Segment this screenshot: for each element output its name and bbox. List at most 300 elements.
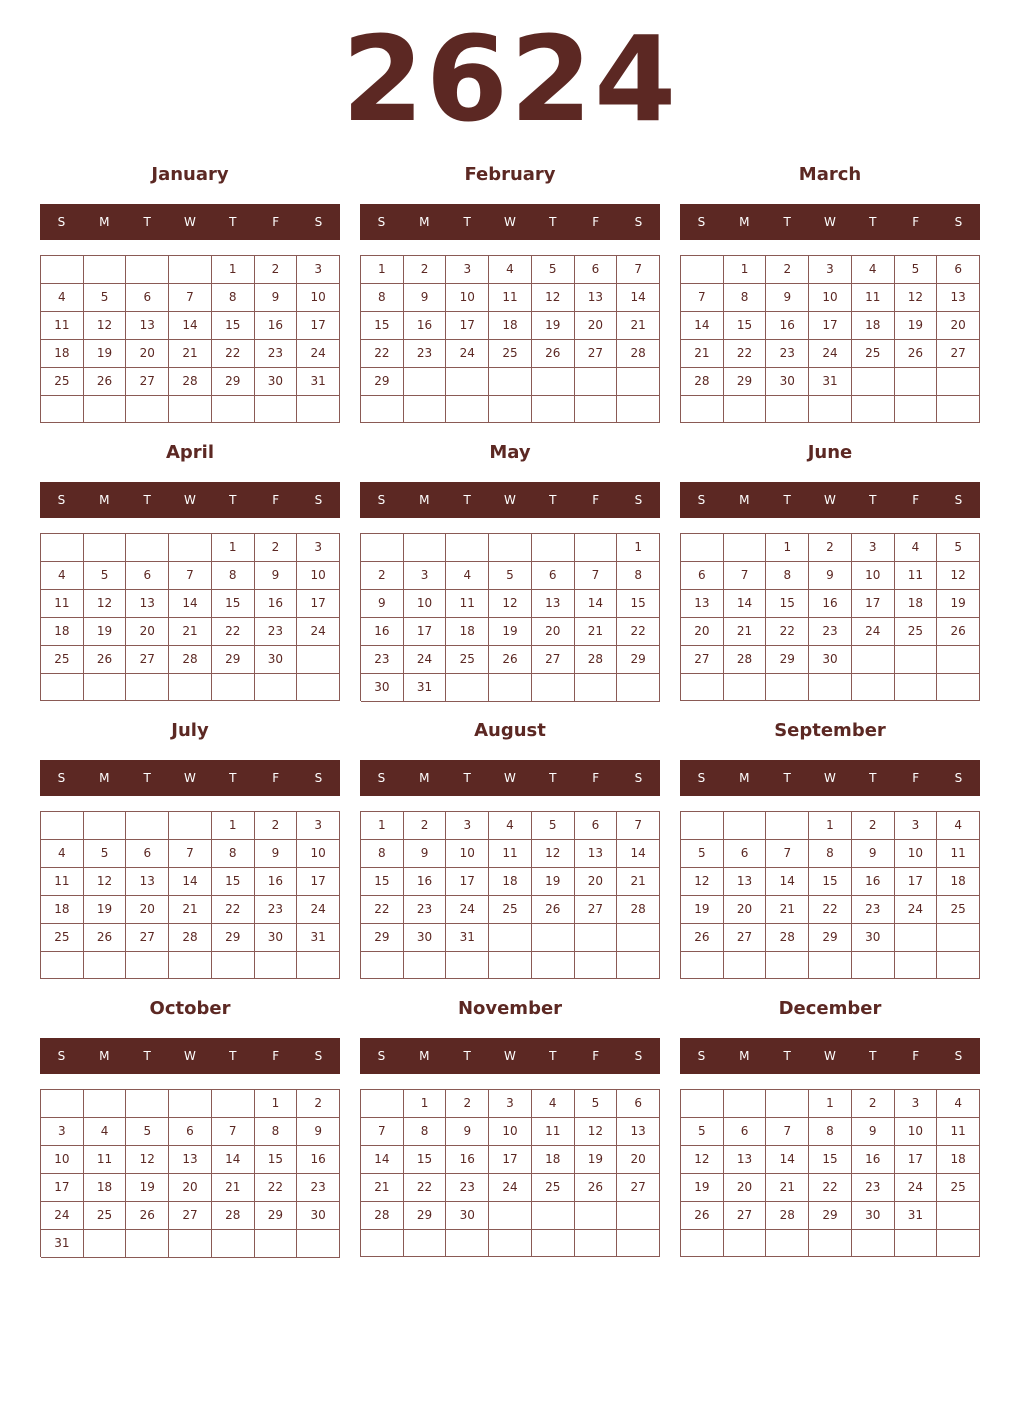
day-cell: 15	[809, 1146, 852, 1174]
day-cell: 4	[41, 562, 84, 590]
day-cell: 7	[766, 1118, 809, 1146]
day-cell: 29	[212, 646, 255, 674]
day-cell: 24	[297, 340, 340, 368]
month-name: April	[165, 442, 215, 463]
day-cell: 10	[852, 562, 895, 590]
day-cell: 6	[617, 1090, 660, 1118]
day-cell: 1	[809, 1090, 852, 1118]
day-cell: 6	[126, 840, 169, 868]
day-cell: 10	[404, 590, 447, 618]
day-cell: 4	[41, 840, 84, 868]
empty-cell	[297, 1230, 340, 1258]
day-grid	[40, 255, 340, 423]
weekday-label: F	[272, 215, 280, 229]
weekday-label: F	[912, 1049, 920, 1063]
empty-cell	[489, 1230, 532, 1257]
day-cell: 11	[532, 1118, 575, 1146]
empty-cell	[169, 256, 212, 284]
day-cell: 5	[532, 812, 575, 840]
empty-cell	[724, 952, 767, 979]
day-cell: 13	[937, 284, 980, 312]
empty-cell	[852, 674, 895, 701]
empty-cell	[575, 368, 618, 396]
day-cell: 25	[41, 646, 84, 674]
day-cell: 5	[84, 284, 127, 312]
weekday-label: M	[419, 1049, 430, 1063]
day-cell: 30	[852, 1202, 895, 1230]
day-grid	[360, 1089, 660, 1257]
empty-cell	[681, 1090, 724, 1118]
day-cell: 29	[361, 368, 404, 396]
weekday-label: S	[697, 771, 706, 785]
day-cell: 22	[617, 618, 660, 646]
day-cell: 19	[532, 868, 575, 896]
day-cell: 28	[766, 1202, 809, 1230]
day-cell: 12	[126, 1146, 169, 1174]
weekday-label: S	[57, 771, 66, 785]
day-cell: 28	[575, 646, 618, 674]
empty-cell	[575, 1202, 618, 1230]
day-cell: 2	[297, 1090, 340, 1118]
day-cell: 3	[41, 1118, 84, 1146]
day-cell: 1	[255, 1090, 298, 1118]
day-cell: 25	[489, 896, 532, 924]
weekday-header	[360, 1038, 660, 1074]
weekday-label: S	[697, 1049, 706, 1063]
empty-cell	[255, 1230, 298, 1258]
empty-cell	[361, 952, 404, 979]
day-cell: 23	[852, 896, 895, 924]
day-cell: 29	[809, 1202, 852, 1230]
empty-cell	[532, 924, 575, 952]
day-cell: 3	[852, 534, 895, 562]
day-cell: 7	[617, 812, 660, 840]
empty-cell	[681, 674, 724, 701]
day-cell: 13	[126, 590, 169, 618]
day-cell: 28	[724, 646, 767, 674]
day-cell: 29	[724, 368, 767, 396]
empty-cell	[41, 952, 84, 979]
day-cell: 8	[212, 840, 255, 868]
day-cell: 11	[41, 868, 84, 896]
empty-cell	[895, 646, 938, 674]
empty-cell	[126, 1090, 169, 1118]
weekday-header	[40, 1038, 340, 1074]
day-cell: 8	[809, 1118, 852, 1146]
day-cell: 23	[361, 646, 404, 674]
day-cell: 18	[84, 1174, 127, 1202]
day-cell: 26	[84, 924, 127, 952]
day-cell: 25	[937, 1174, 980, 1202]
day-cell: 28	[169, 646, 212, 674]
month-name: January	[151, 164, 229, 185]
day-cell: 31	[297, 368, 340, 396]
day-cell: 22	[361, 340, 404, 368]
day-cell: 8	[766, 562, 809, 590]
weekday-label: F	[592, 215, 600, 229]
weekday-label: S	[377, 493, 386, 507]
empty-cell	[361, 1230, 404, 1257]
day-cell: 8	[404, 1118, 447, 1146]
day-cell: 2	[255, 256, 298, 284]
weekday-label: F	[592, 1049, 600, 1063]
day-cell: 30	[446, 1202, 489, 1230]
empty-cell	[446, 534, 489, 562]
day-cell: 23	[446, 1174, 489, 1202]
day-cell: 17	[41, 1174, 84, 1202]
empty-cell	[361, 1090, 404, 1118]
day-cell: 1	[766, 534, 809, 562]
day-cell: 13	[575, 840, 618, 868]
weekday-label: F	[912, 215, 920, 229]
weekday-label: W	[504, 493, 516, 507]
day-cell: 21	[169, 896, 212, 924]
weekday-label: T	[229, 215, 237, 229]
day-cell: 15	[809, 868, 852, 896]
day-cell: 9	[297, 1118, 340, 1146]
weekday-label: S	[314, 215, 323, 229]
day-cell: 2	[404, 256, 447, 284]
day-cell: 7	[169, 284, 212, 312]
empty-cell	[852, 646, 895, 674]
day-cell: 1	[212, 534, 255, 562]
day-cell: 29	[212, 924, 255, 952]
day-cell: 19	[532, 312, 575, 340]
day-cell: 2	[852, 1090, 895, 1118]
day-cell: 5	[532, 256, 575, 284]
day-cell: 4	[937, 812, 980, 840]
day-cell: 7	[766, 840, 809, 868]
day-cell: 30	[852, 924, 895, 952]
day-cell: 26	[126, 1202, 169, 1230]
empty-cell	[532, 1202, 575, 1230]
day-cell: 8	[212, 284, 255, 312]
day-cell: 3	[404, 562, 447, 590]
weekday-label: F	[592, 771, 600, 785]
day-cell: 29	[617, 646, 660, 674]
day-cell: 17	[404, 618, 447, 646]
day-cell: 5	[575, 1090, 618, 1118]
day-cell: 25	[489, 340, 532, 368]
day-cell: 25	[937, 896, 980, 924]
day-cell: 20	[169, 1174, 212, 1202]
day-cell: 3	[895, 812, 938, 840]
day-cell: 6	[575, 812, 618, 840]
weekday-label: W	[504, 771, 516, 785]
day-cell: 12	[84, 312, 127, 340]
empty-cell	[126, 256, 169, 284]
day-cell: 10	[809, 284, 852, 312]
day-grid	[40, 811, 340, 979]
day-cell: 20	[126, 896, 169, 924]
day-cell: 29	[361, 924, 404, 952]
empty-cell	[681, 812, 724, 840]
day-cell: 16	[255, 868, 298, 896]
day-cell: 9	[255, 284, 298, 312]
month-name: March	[798, 164, 862, 185]
weekday-label: S	[697, 493, 706, 507]
weekday-header	[360, 204, 660, 240]
day-cell: 31	[41, 1230, 84, 1258]
day-cell: 20	[575, 868, 618, 896]
empty-cell	[617, 952, 660, 979]
empty-cell	[681, 256, 724, 284]
weekday-label: F	[272, 1049, 280, 1063]
empty-cell	[895, 396, 938, 423]
empty-cell	[809, 952, 852, 979]
empty-cell	[895, 924, 938, 952]
day-cell: 21	[724, 618, 767, 646]
empty-cell	[212, 1230, 255, 1258]
empty-cell	[41, 812, 84, 840]
day-cell: 27	[126, 368, 169, 396]
day-cell: 10	[489, 1118, 532, 1146]
day-cell: 22	[766, 618, 809, 646]
day-cell: 27	[617, 1174, 660, 1202]
day-cell: 28	[212, 1202, 255, 1230]
day-cell: 18	[489, 312, 532, 340]
empty-cell	[575, 674, 618, 702]
empty-cell	[852, 952, 895, 979]
day-cell: 10	[895, 1118, 938, 1146]
day-cell: 4	[489, 256, 532, 284]
day-cell: 3	[446, 256, 489, 284]
empty-cell	[84, 674, 127, 701]
day-cell: 18	[489, 868, 532, 896]
empty-cell	[84, 396, 127, 423]
empty-cell	[84, 812, 127, 840]
empty-cell	[489, 396, 532, 423]
day-cell: 24	[41, 1202, 84, 1230]
weekday-header	[680, 204, 980, 240]
day-cell: 14	[724, 590, 767, 618]
day-cell: 24	[297, 618, 340, 646]
weekday-label: T	[229, 1049, 237, 1063]
empty-cell	[212, 1090, 255, 1118]
weekday-label: W	[184, 1049, 196, 1063]
empty-cell	[446, 368, 489, 396]
day-cell: 22	[809, 896, 852, 924]
day-cell: 5	[681, 1118, 724, 1146]
weekday-header	[40, 760, 340, 796]
empty-cell	[84, 1230, 127, 1258]
day-cell: 14	[169, 868, 212, 896]
weekday-label: T	[549, 1049, 557, 1063]
day-cell: 31	[404, 674, 447, 702]
empty-cell	[532, 952, 575, 979]
day-cell: 5	[895, 256, 938, 284]
day-cell: 21	[766, 896, 809, 924]
day-cell: 9	[852, 1118, 895, 1146]
empty-cell	[937, 952, 980, 979]
day-cell: 27	[126, 646, 169, 674]
empty-cell	[532, 534, 575, 562]
empty-cell	[681, 1230, 724, 1257]
day-cell: 27	[169, 1202, 212, 1230]
weekday-label: F	[912, 493, 920, 507]
empty-cell	[617, 368, 660, 396]
day-cell: 30	[255, 368, 298, 396]
weekday-label: S	[377, 215, 386, 229]
day-cell: 9	[809, 562, 852, 590]
day-cell: 16	[852, 868, 895, 896]
day-cell: 24	[895, 1174, 938, 1202]
day-cell: 3	[297, 812, 340, 840]
day-cell: 28	[766, 924, 809, 952]
day-cell: 8	[809, 840, 852, 868]
day-cell: 15	[361, 868, 404, 896]
day-cell: 22	[404, 1174, 447, 1202]
month-name: December	[778, 998, 882, 1019]
weekday-label: S	[954, 1049, 963, 1063]
day-cell: 18	[852, 312, 895, 340]
day-cell: 24	[852, 618, 895, 646]
day-cell: 12	[84, 590, 127, 618]
empty-cell	[766, 396, 809, 423]
empty-cell	[169, 1090, 212, 1118]
empty-cell	[937, 368, 980, 396]
empty-cell	[532, 368, 575, 396]
day-cell: 26	[84, 368, 127, 396]
weekday-label: T	[783, 493, 791, 507]
empty-cell	[404, 952, 447, 979]
day-cell: 7	[575, 562, 618, 590]
day-cell: 18	[41, 618, 84, 646]
day-cell: 14	[617, 840, 660, 868]
day-cell: 15	[212, 590, 255, 618]
day-cell: 22	[724, 340, 767, 368]
day-cell: 18	[937, 868, 980, 896]
empty-cell	[766, 952, 809, 979]
empty-cell	[297, 646, 340, 674]
weekday-label: M	[419, 215, 430, 229]
day-cell: 20	[724, 1174, 767, 1202]
empty-cell	[126, 812, 169, 840]
day-cell: 1	[404, 1090, 447, 1118]
day-cell: 1	[361, 256, 404, 284]
day-cell: 9	[446, 1118, 489, 1146]
empty-cell	[404, 368, 447, 396]
empty-cell	[681, 952, 724, 979]
day-cell: 26	[532, 340, 575, 368]
day-cell: 16	[255, 312, 298, 340]
day-cell: 17	[297, 590, 340, 618]
day-cell: 26	[84, 646, 127, 674]
day-cell: 8	[361, 284, 404, 312]
empty-cell	[575, 1230, 618, 1257]
day-cell: 6	[126, 562, 169, 590]
day-cell: 26	[937, 618, 980, 646]
weekday-label: T	[549, 493, 557, 507]
day-cell: 22	[212, 896, 255, 924]
weekday-label: S	[57, 1049, 66, 1063]
weekday-label: S	[634, 493, 643, 507]
weekday-label: T	[463, 771, 471, 785]
weekday-label: W	[824, 493, 836, 507]
day-cell: 7	[361, 1118, 404, 1146]
empty-cell	[489, 674, 532, 702]
day-cell: 13	[169, 1146, 212, 1174]
day-cell: 14	[212, 1146, 255, 1174]
day-cell: 7	[724, 562, 767, 590]
day-cell: 27	[126, 924, 169, 952]
day-cell: 29	[766, 646, 809, 674]
day-cell: 13	[126, 868, 169, 896]
empty-cell	[895, 952, 938, 979]
empty-cell	[766, 812, 809, 840]
day-cell: 17	[446, 868, 489, 896]
weekday-label: S	[314, 771, 323, 785]
day-cell: 2	[361, 562, 404, 590]
day-cell: 24	[809, 340, 852, 368]
weekday-label: S	[954, 215, 963, 229]
day-cell: 7	[169, 562, 212, 590]
day-cell: 6	[724, 1118, 767, 1146]
weekday-label: T	[463, 215, 471, 229]
empty-cell	[361, 534, 404, 562]
day-cell: 22	[212, 340, 255, 368]
empty-cell	[575, 952, 618, 979]
weekday-label: T	[783, 771, 791, 785]
empty-cell	[255, 396, 298, 423]
empty-cell	[895, 674, 938, 701]
day-cell: 22	[809, 1174, 852, 1202]
day-cell: 18	[895, 590, 938, 618]
day-cell: 9	[852, 840, 895, 868]
weekday-header	[680, 1038, 980, 1074]
day-cell: 18	[937, 1146, 980, 1174]
day-cell: 19	[575, 1146, 618, 1174]
day-cell: 12	[532, 284, 575, 312]
day-cell: 31	[297, 924, 340, 952]
day-cell: 2	[404, 812, 447, 840]
day-cell: 7	[617, 256, 660, 284]
weekday-label: T	[783, 1049, 791, 1063]
day-cell: 9	[404, 840, 447, 868]
day-cell: 24	[446, 896, 489, 924]
day-cell: 17	[489, 1146, 532, 1174]
day-cell: 7	[169, 840, 212, 868]
day-cell: 19	[84, 896, 127, 924]
day-cell: 29	[255, 1202, 298, 1230]
day-cell: 29	[404, 1202, 447, 1230]
day-cell: 26	[895, 340, 938, 368]
day-cell: 27	[681, 646, 724, 674]
day-grid	[680, 811, 980, 979]
weekday-label: M	[739, 215, 750, 229]
empty-cell	[617, 1230, 660, 1257]
day-cell: 15	[724, 312, 767, 340]
empty-cell	[126, 534, 169, 562]
day-grid	[360, 255, 660, 423]
empty-cell	[169, 952, 212, 979]
weekday-label: T	[229, 771, 237, 785]
empty-cell	[126, 396, 169, 423]
weekday-label: T	[143, 215, 151, 229]
empty-cell	[724, 674, 767, 701]
day-cell: 4	[937, 1090, 980, 1118]
day-cell: 6	[126, 284, 169, 312]
empty-cell	[766, 1230, 809, 1257]
day-cell: 11	[446, 590, 489, 618]
day-cell: 15	[212, 312, 255, 340]
day-cell: 6	[937, 256, 980, 284]
day-cell: 19	[681, 1174, 724, 1202]
day-cell: 29	[212, 368, 255, 396]
empty-cell	[809, 1230, 852, 1257]
day-cell: 13	[724, 1146, 767, 1174]
day-cell: 1	[724, 256, 767, 284]
